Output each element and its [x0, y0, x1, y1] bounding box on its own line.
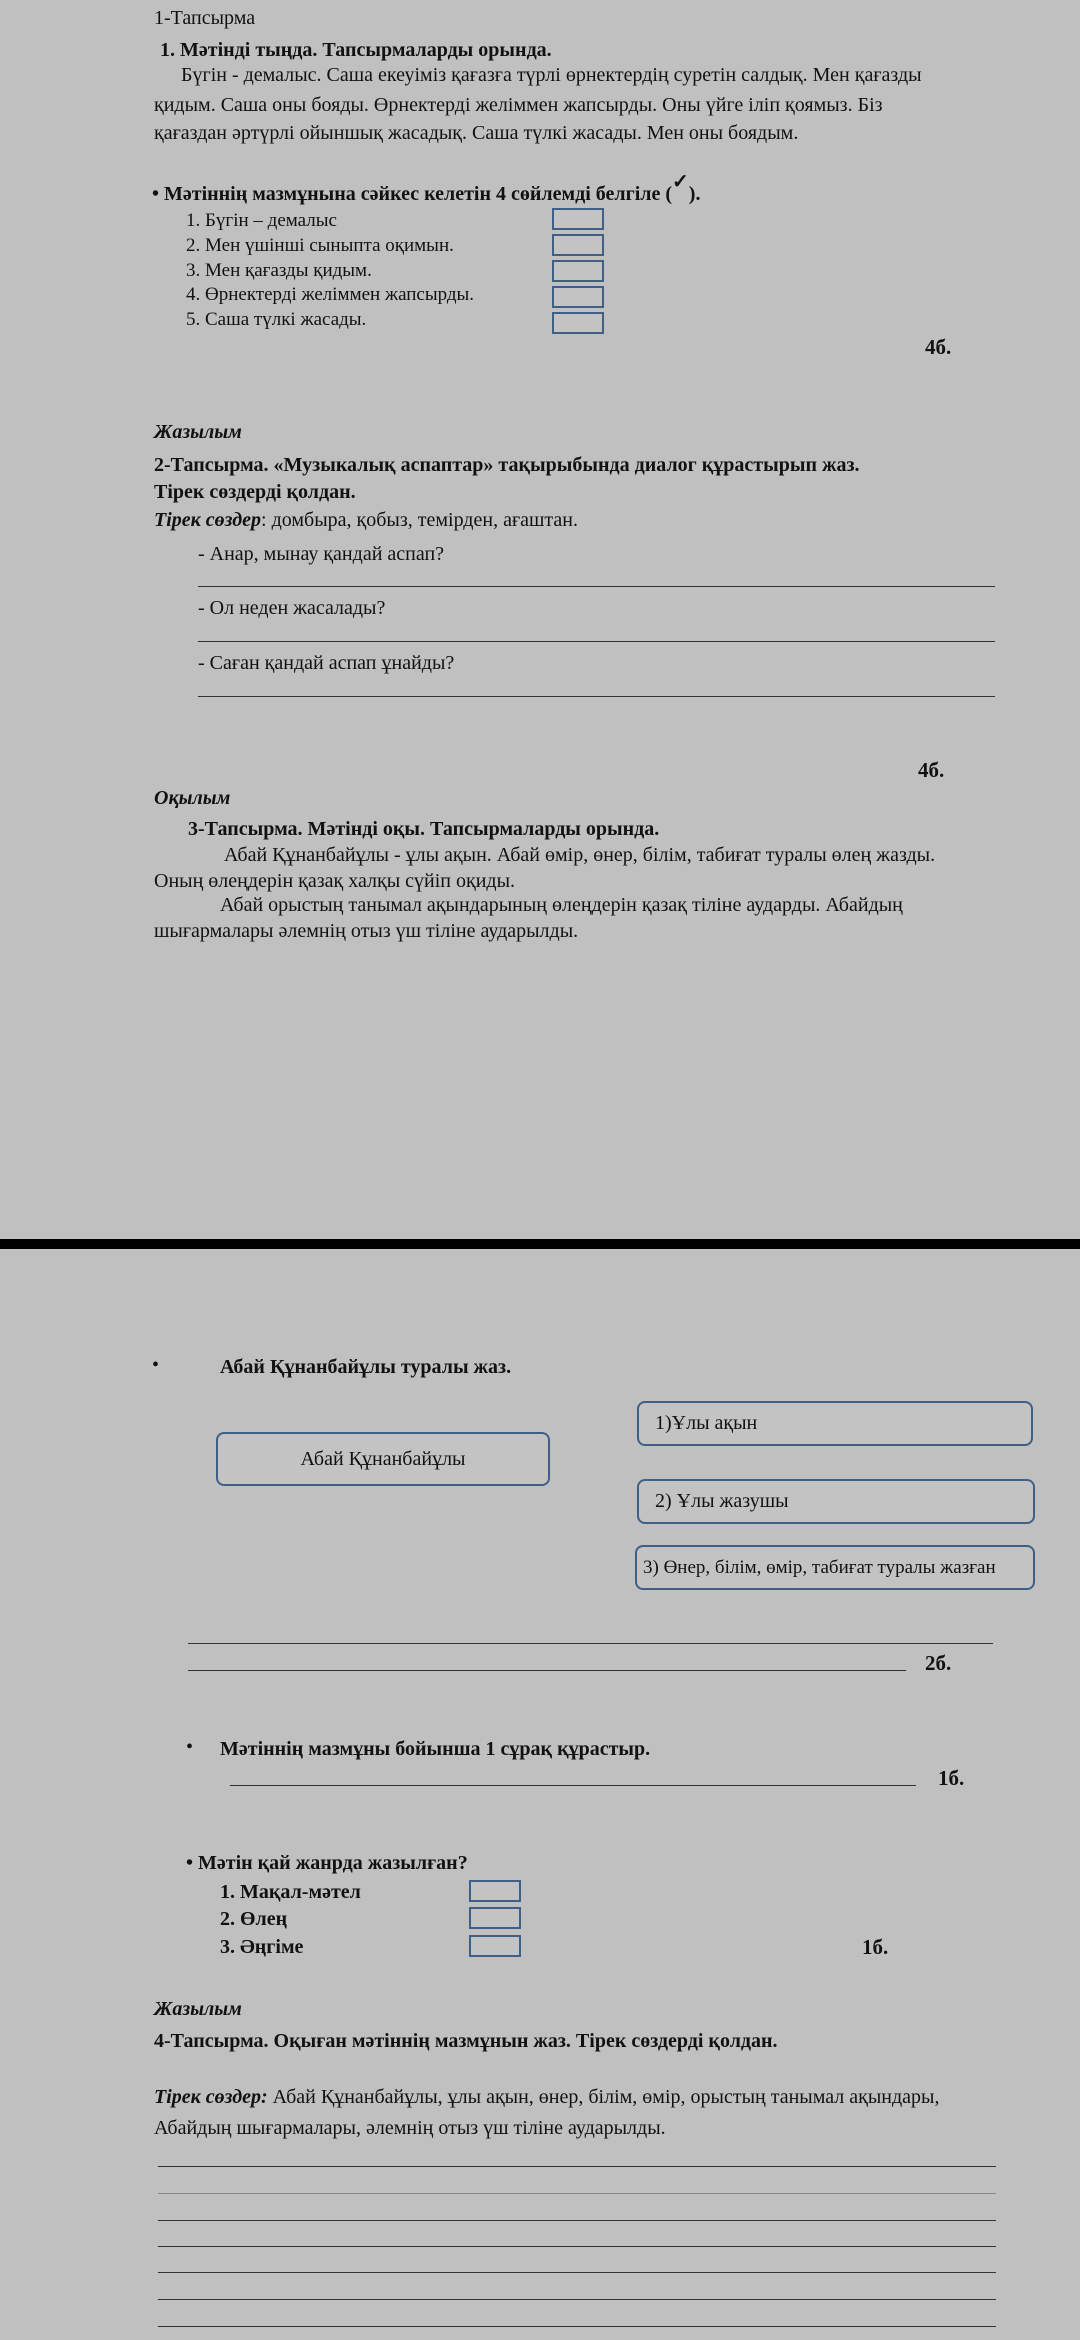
about-item-1-label: 1)Ұлы ақын — [655, 1412, 758, 1434]
about-center-box — [216, 1432, 550, 1486]
task1-option-4: 4. Өрнектерді желіммен жапсырды. — [186, 284, 475, 305]
task4-answer-line-3[interactable] — [158, 2220, 996, 2221]
about-center-label: Абай Құнанбайұлы — [300, 1447, 466, 1470]
about-title: Абай Құнанбайұлы туралы жаз. — [220, 1356, 512, 1378]
task1-question — [152, 171, 701, 206]
task4-support-line-2: Абайдың шығармалары, әлемнің отыз үш тіліне аударылды. — [154, 2117, 666, 2139]
task1-checkbox-2[interactable] — [552, 234, 604, 256]
task1-option-5: 5. Саша түлкі жасады. — [186, 309, 367, 330]
task4-answer-line-4[interactable] — [158, 2246, 996, 2247]
task1-option-1: 1. Бүгін – демалыс — [186, 210, 337, 231]
task2-title-line-2: Тірек сөздерді қолдан. — [154, 481, 356, 503]
genre-checkbox-2[interactable] — [469, 1907, 521, 1929]
task2-support — [154, 508, 578, 532]
task2-support-label: Тірек сөздер — [154, 509, 262, 531]
task4-answer-line-2[interactable] — [158, 2193, 996, 2194]
task3-title: 3-Тапсырма. Мәтінді оқы. Тапсырмаларды орында. — [188, 818, 660, 840]
task1-option-2: 2. Мен үшінші сыныпта оқимын. — [186, 235, 454, 256]
task1-checkbox-5[interactable] — [552, 312, 604, 334]
about-answer-line-2[interactable] — [188, 1670, 906, 1671]
about-item-2-label: 2) Ұлы жазушы — [655, 1490, 789, 1512]
task2-dialogue-2: - Ол неден жасалады? — [198, 597, 386, 619]
question-title: Мәтіннің мазмұны бойынша 1 сұрақ құрастыр. — [220, 1738, 651, 1760]
checkmark-icon: ✓ — [672, 171, 689, 193]
task4-section: Жазылым — [154, 1998, 242, 2020]
task1-checkbox-4[interactable] — [552, 286, 604, 308]
genre-score: 1б. — [862, 1935, 889, 1959]
page-divider — [0, 1239, 1080, 1249]
about-answer-line-1[interactable] — [188, 1643, 993, 1644]
task2-dialogue-1: - Анар, мынау қандай аспап? — [198, 543, 445, 565]
task2-answer-line-2[interactable] — [198, 641, 995, 642]
task2-answer-line-3[interactable] — [198, 696, 995, 697]
task3-text-line-2: Оның өлеңдерін қазақ халқы сүйіп оқиды. — [154, 870, 516, 892]
about-bullet: • — [152, 1354, 160, 1376]
genre-option-2: 2. Өлең — [220, 1908, 288, 1930]
task2-answer-line-1[interactable] — [198, 586, 995, 587]
task4-support-text: Абай Құнанбайұлы, ұлы ақын, өнер, білім, өмір, орыстың танымал ақындары, — [267, 2086, 940, 2108]
genre-title: • Мәтін қай жанрда жазылған? — [186, 1852, 468, 1874]
task2-title-line-1: 2-Тапсырма. «Музыкалық аспаптар» тақырыбында диалог құрастырып жаз. — [154, 454, 860, 476]
task4-answer-line-6[interactable] — [158, 2299, 996, 2300]
task2-section: Жазылым — [154, 421, 242, 443]
task1-question-end: ). — [688, 183, 701, 205]
genre-option-3: 3. Әңгіме — [220, 1936, 304, 1958]
task2-dialogue-3: - Саған қандай аспап ұнайды? — [198, 652, 455, 674]
task1-text-line-2: қидым. Саша оны бояды. Өрнектерді желіммен жапсырды. Оны үйге іліп қоямыз. Біз — [154, 94, 883, 116]
task2-score: 4б. — [918, 758, 945, 782]
about-item-1 — [637, 1401, 1033, 1446]
about-item-3-label: 3) Өнер, білім, өмір, табиғат туралы жазған — [643, 1556, 996, 1578]
question-bullet: • — [186, 1736, 194, 1758]
about-item-2 — [637, 1479, 1035, 1524]
task1-checkbox-1[interactable] — [552, 208, 604, 230]
task3-text-line-1: Абай Құнанбайұлы - ұлы ақын. Абай өмір, өнер, білім, табиғат туралы өлең жазды. — [224, 844, 936, 866]
about-item-3 — [635, 1545, 1035, 1590]
task3-text-line-3: Абай орыстың танымал ақындарының өлеңдерін қазақ тіліне аударды. Абайдың — [220, 894, 903, 916]
genre-checkbox-1[interactable] — [469, 1880, 521, 1902]
task1-instruction: 1. Мәтінді тыңда. Тапсырмаларды орында. — [160, 39, 552, 61]
task1-checkbox-3[interactable] — [552, 260, 604, 282]
task1-text-line-3: қағаздан әртүрлі ойыншық жасадық. Саша түлкі жасады. Мен оны боядым. — [154, 122, 799, 144]
genre-option-1: 1. Мақал-мәтел — [220, 1881, 361, 1903]
task1-question-text: • Мәтіннің мазмұнына сәйкес келетін 4 сөйлемді белгіле ( — [152, 183, 673, 205]
task3-section: Оқылым — [154, 787, 231, 809]
task4-title: 4-Тапсырма. Оқыған мәтіннің мазмұнын жаз. Тірек сөздерді қолдан. — [154, 2030, 778, 2052]
task1-option-3: 3. Мен қағазды қидым. — [186, 260, 372, 281]
about-score: 2б. — [925, 1651, 952, 1675]
task2-support-words: : домбыра, қобыз, темірден, ағаштан. — [261, 509, 578, 531]
genre-checkbox-3[interactable] — [469, 1935, 521, 1957]
task4-answer-line-7[interactable] — [158, 2326, 996, 2327]
task1-heading: 1-Тапсырма — [154, 7, 256, 29]
task4-support-line-1 — [154, 2085, 940, 2109]
task4-answer-line-1[interactable] — [158, 2166, 996, 2167]
question-score: 1б. — [938, 1766, 965, 1790]
task1-score: 4б. — [925, 335, 952, 359]
task3-text-line-4: шығармалары әлемнің отыз үш тіліне аударылды. — [154, 920, 579, 942]
task1-text-line-1: Бүгін - демалыс. Саша екеуіміз қағазға түрлі өрнектердің суретін салдық. Мен қағазды — [181, 64, 922, 86]
task4-answer-line-5[interactable] — [158, 2272, 996, 2273]
question-answer-line[interactable] — [230, 1785, 916, 1786]
task4-support-label: Тірек сөздер: — [154, 2086, 268, 2108]
